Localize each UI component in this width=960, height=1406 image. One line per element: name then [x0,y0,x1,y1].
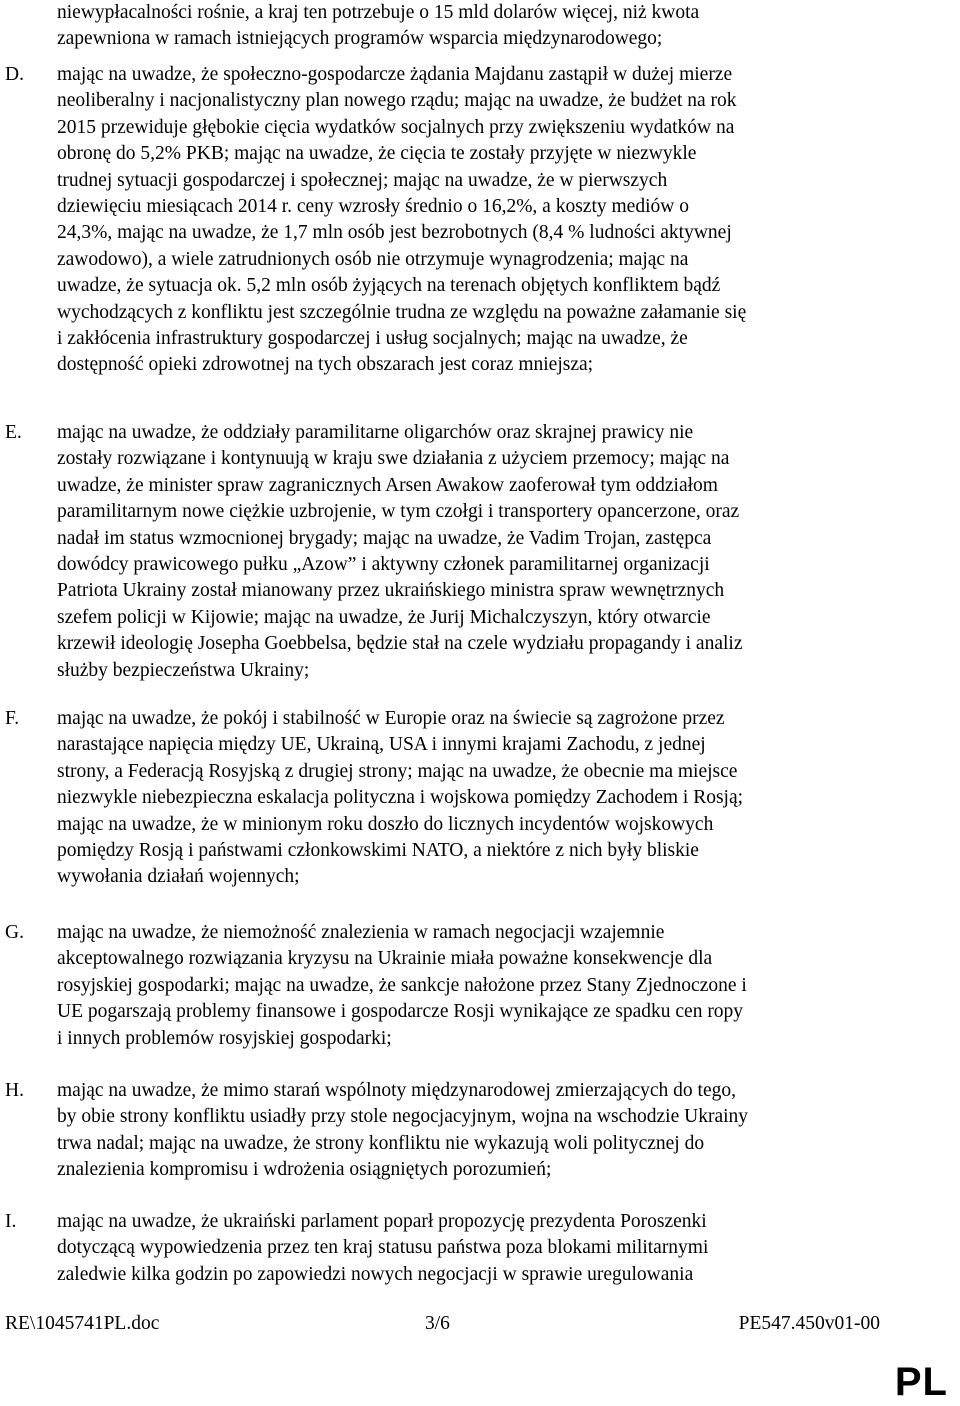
text-line: uwadze, że sytuacja ok. 5,2 mln osób żyjących na terenach objętych konfliktem bądź [57,275,721,297]
document-reference: RE\1045741PL.doc [5,1313,160,1334]
text-line: zaledwie kilka godzin po zapowiedzi nowych negocjacji w sprawie uregulowania [57,1263,694,1285]
text-line: strony, a Federacją Rosyjską z drugiej strony; mając na uwadze, że obecnie ma miejsce [57,760,738,782]
text-line: trudnej sytuacji gospodarczej i społecznej; mając na uwadze, że w pierwszych [57,169,668,191]
text-line: mając na uwadze, że mimo starań wspólnoty międzynarodowej zmierzających do tego, [57,1080,736,1101]
text-line: dotyczącą wypowiedzenia przez ten kraj statusu państwa poza blokami militarnymi [57,1237,709,1259]
text-line: pomiędzy Rosją i państwami członkowskimi NATO, a niektóre z nich były bliskie [57,839,699,861]
text-line: 2015 przewiduje głębokie cięcia wydatków socjalnych przy zwiększeniu wydatków na [57,116,735,138]
text-line: zostały rozwiązane i kontynuują w kraju swe działania z użyciem przemocy; mając na [57,448,730,470]
paragraph-text [57,706,937,891]
text-line: paramilitarnym nowe ciężkie uzbrojenie, w tym czołgi i transportery opancerzone, oraz [57,501,740,523]
paragraph-label: G. [5,922,24,943]
text-line: rosyjskiej gospodarki; mając na uwadze, że sankcje nałożone przez Stany Zjednoczone i [57,974,747,996]
text-line: obronę do 5,2% PKB; mając na uwadze, że cięcia te zostały przyjęte w niezwykle [57,143,697,165]
text-line: znalezienia kompromisu i wdrożenia osiągniętych porozumień; [57,1159,552,1181]
text-line: by obie strony konfliktu usiadły przy stole negocjacyjnym, wojna na wschodzie Ukrainy [57,1106,749,1128]
text-line: mając na uwadze, że pokój i stabilność w Europie oraz na świecie są zagrożone przez [57,708,725,729]
text-line: nadał im status wzmocnionej brygady; mając na uwadze, że Vadim Trojan, zastępca [57,527,712,549]
text-line: zawodowo), a wiele zatrudnionych osób nie otrzymuje wynagrodzenia; mając na [57,248,689,270]
paragraph-text [57,1078,937,1184]
text-line: i zakłócenia infrastruktury gospodarczej i usług socjalnych; mając na uwadze, że [57,327,688,349]
text-line: służby bezpieczeństwa Ukrainy; [57,659,310,681]
text-line: i innych problemów rosyjskiej gospodarki; [57,1027,392,1049]
paragraph-text [57,920,937,1052]
text-line: wychodzących z konfliktu jest szczególnie trudna ze względu na poważne załamanie się [57,301,747,323]
pe-number: PE547.450v01-00 [738,1313,880,1334]
paragraph-text [57,62,937,379]
paragraph-label: D. [5,64,24,85]
paragraph-label: E. [5,422,22,443]
page-number: 3/6 [425,1313,450,1334]
text-line: mając na uwadze, że niemożność znalezienia w ramach negocjacji wzajemnie [57,922,665,943]
text-line: narastające napięcia między UE, Ukrainą, USA i innymi krajami Zachodu, z jednej [57,734,706,756]
text-line: mając na uwadze, że w minionym roku doszło do licznych incydentów wojskowych [57,813,714,835]
page-footer [0,1311,960,1341]
text-line: neoliberalny i nacjonalistyczny plan nowego rządu; mając na uwadze, że budżet na rok [57,90,737,112]
text-line: mając na uwadze, że oddziały paramilitarne oligarchów oraz skrajnej prawicy nie [57,422,694,443]
text-line: szefem policji w Kijowie; mając na uwadze, że Jurij Michalczyszyn, który otwarcie [57,606,711,628]
text-line: trwa nadal; mając na uwadze, że strony konfliktu nie wykazują woli politycznej do [57,1132,705,1154]
text-line: niewypłacalności rośnie, a kraj ten potrzebuje o 15 mld dolarów więcej, niż kwota [57,2,700,23]
paragraph-text [57,0,937,53]
text-line: niezwykle niebezpieczna eskalacja polityczna i wojskowa pomiędzy Zachodem i Rosją; [57,787,744,809]
text-line: mając na uwadze, że ukraiński parlament poparł propozycję prezydenta Poroszenki [57,1211,707,1232]
text-line: UE pogarszają problemy finansowe i gospodarcze Rosji wynikające ze spadku cen ropy [57,1001,744,1023]
paragraph-label: I. [5,1211,17,1232]
text-line: dziewięciu miesiącach 2014 r. ceny wzrosły średnio o 16,2%, a koszty mediów o [57,195,689,217]
text-line: wywołania działań wojennych; [57,866,300,888]
paragraph-label: F. [5,708,20,729]
text-line: mając na uwadze, że społeczno-gospodarcze żądania Majdanu zastąpił w dużej mierze [57,64,733,85]
paragraph-label: H. [5,1080,24,1101]
text-line: dostępność opieki zdrowotnej na tych obszarach jest coraz mniejsza; [57,354,594,376]
text-line: 24,3%, mając na uwadze, że 1,7 mln osób jest bezrobotnych (8,4 % ludności aktywnej [57,222,732,244]
paragraph-text [57,1209,937,1288]
text-line: dowódcy prawicowego pułku „Azow” i aktywny członek paramilitarnej organizacji [57,553,710,575]
text-line: Patriota Ukrainy został mianowany przez ukraińskiego ministra spraw wewnętrznych [57,580,725,602]
text-line: krzewił ideologię Josepha Goebbelsa, będzie stał na czele wydziału propagandy i analiz [57,633,743,655]
paragraph-text [57,420,937,684]
text-line: uwadze, że minister spraw zagranicznych Arsen Awakow zaoferował tym oddziałom [57,474,718,496]
text-line: zapewniona w ramach istniejących programów wsparcia międzynarodowego; [57,28,663,50]
text-line: akceptowalnego rozwiązania kryzysu na Ukrainie miała poważne konsekwencje dla [57,948,713,970]
language-code: PL [894,1360,948,1404]
